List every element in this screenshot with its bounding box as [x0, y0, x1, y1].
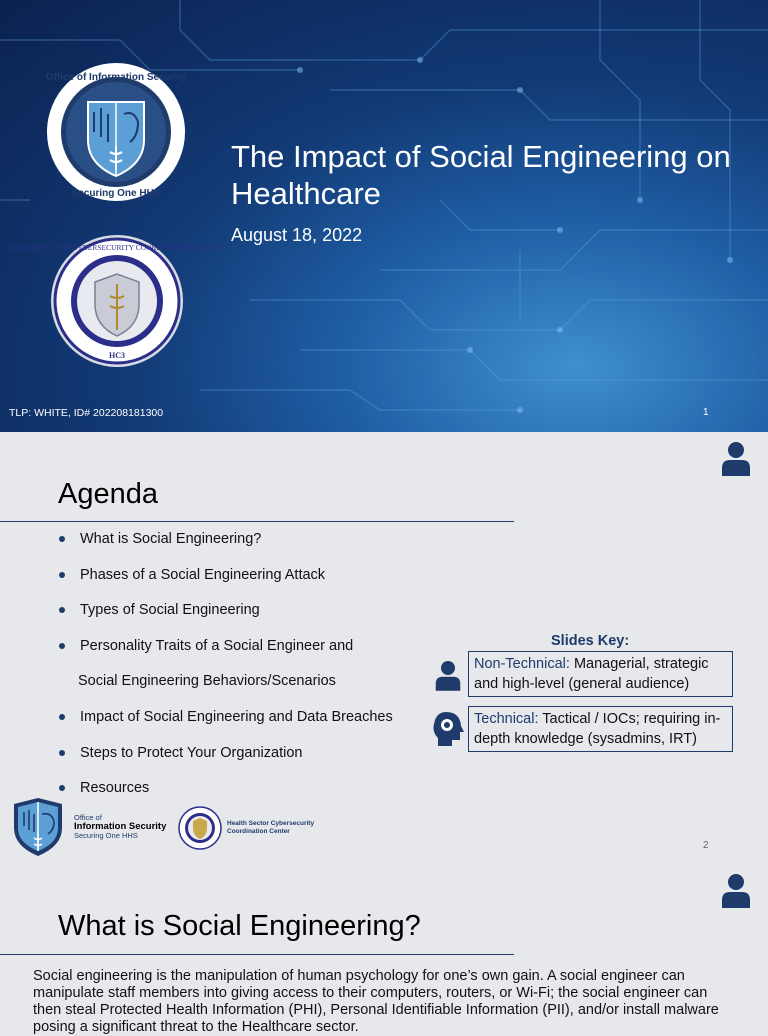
what-is-social-engineering-slide	[0, 864, 768, 1035]
slide1-page-number: 1	[703, 407, 709, 418]
agenda-item: Resources	[58, 778, 393, 814]
agenda-item: Impact of Social Engineering and Data Breaches	[58, 707, 393, 743]
bullet-icon	[59, 572, 65, 578]
title-slide	[0, 0, 768, 432]
ois-footer-text: Office of Information Security Securing One HHS	[74, 813, 167, 840]
bullet-icon	[59, 714, 65, 720]
ois-shield-icon	[12, 798, 64, 856]
bullet-icon	[59, 536, 65, 542]
hc3-seal-logo	[10, 234, 224, 368]
agenda-item: Personality Traits of a Social Engineer and	[58, 636, 393, 672]
tlp-classification: TLP: WHITE, ID# 202208181300	[9, 407, 164, 419]
agenda-list	[58, 529, 393, 814]
non-technical-user-icon	[720, 440, 752, 476]
non-technical-user-icon	[434, 659, 462, 691]
bullet-icon	[59, 643, 65, 649]
hc3-seal-label: HC3	[109, 351, 125, 360]
slide3-title: What is Social Engineering?	[58, 910, 421, 942]
hc3-footer-text: Health Sector Cybersecurity Coordination Center	[227, 820, 315, 835]
agenda-item: Phases of a Social Engineering Attack	[58, 565, 393, 601]
slides-key-title: Slides Key:	[551, 633, 630, 649]
ois-logo-subtext: Securing One HHS	[71, 188, 161, 199]
slide2-page-number: 2	[703, 840, 709, 851]
bullet-icon	[59, 607, 65, 613]
bullet-icon	[59, 750, 65, 756]
agenda-item: Steps to Protect Your Organization	[58, 743, 393, 779]
non-technical-user-icon	[720, 872, 752, 908]
title-underline	[0, 954, 514, 955]
agenda-item: Types of Social Engineering	[58, 600, 393, 636]
non-technical-key-box	[468, 651, 733, 697]
ois-logo-text: Office of Information Security	[45, 72, 187, 83]
slide1-date: August 18, 2022	[231, 225, 363, 245]
technical-label: Technical:	[474, 711, 539, 727]
hc3-seal-text: HEALTH SECTOR CYBERSECURITY COORDINATION CENTER	[10, 243, 224, 252]
technical-key-box	[468, 706, 733, 752]
agenda-item: What is Social Engineering?	[58, 529, 393, 565]
non-technical-label: Non-Technical:	[474, 656, 570, 672]
title-underline	[0, 521, 514, 522]
non-technical-description: Managerial, strategic and high-level (general audience)	[474, 656, 709, 692]
office-of-information-security-logo	[46, 62, 186, 202]
agenda-item-continuation: Social Engineering Behaviors/Scenarios	[78, 673, 336, 690]
slide3-body-text: Social engineering is the manipulation of human psychology for one’s own gain. A social engineer can manipulate staff members into giving access to their computers, routers, or Wi-Fi; the social engineer can then steal Protected Health Information (PHI), Personal Identifiable Information (PII), and/or install malware posing a significant threat to the Healthcare sector.	[33, 968, 719, 1035]
slide1-title: The Impact of Social Engineering on Healthcare	[231, 139, 731, 211]
agenda-title: Agenda	[58, 478, 158, 510]
hc3-seal-icon	[178, 806, 222, 850]
technical-description: Tactical / IOCs; requiring in-depth knowledge (sysadmins, IRT)	[474, 711, 721, 747]
technical-head-gear-icon	[432, 710, 464, 746]
bullet-icon	[59, 785, 65, 791]
agenda-slide	[0, 432, 768, 864]
